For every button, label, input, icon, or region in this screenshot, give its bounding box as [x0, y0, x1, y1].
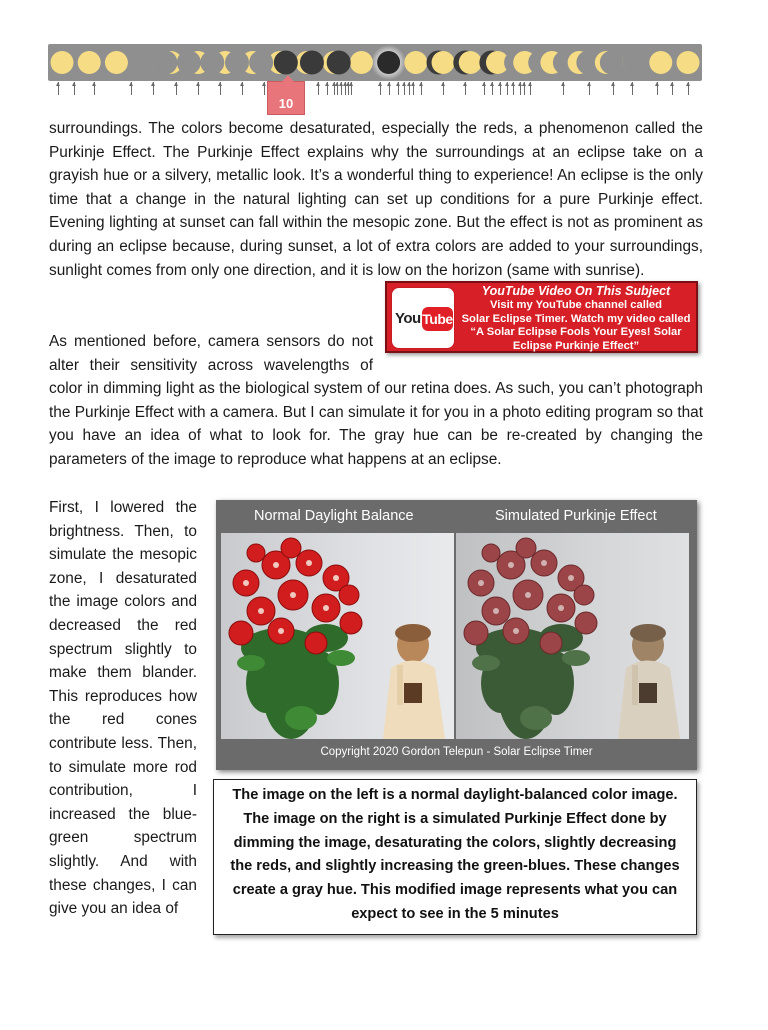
timeline-tick — [380, 82, 381, 95]
timeline-tick — [153, 82, 154, 95]
photo-normal-daylight — [221, 533, 454, 739]
timeline-tick — [524, 82, 525, 95]
timeline-tick — [242, 82, 243, 95]
eclipse-phase-icon — [371, 45, 406, 80]
photo-label-left: Normal Daylight Balance — [254, 508, 414, 524]
eclipse-phase-icon — [622, 51, 646, 75]
eclipse-phase-icon — [51, 51, 74, 74]
eclipse-phase-icon — [78, 51, 101, 74]
timeline-tick — [465, 82, 466, 95]
youtube-line-4: Eclipse Purkinje Effect” — [512, 339, 640, 352]
timeline-tick — [337, 82, 338, 95]
timeline-tick — [94, 82, 95, 95]
body-paragraph-1: surroundings. The colors become desaturated, especially the reds, a phenomenon called the Purkinje Effect. The Purkinje Effect explains why the surroundings at an eclipse take on a grayish hue or a silvery, metallic look. It’s a wonderful thing to experience! An eclipse is the only time that a change in the natural lighting can set up conditions for a pure Purkinje effect. Evening lighting at sunset can fall within the mesopic zone. But the effect is not as prominent as during an eclipse because, during sunset, a lot of extra colors are added to your surroundings, sunlight comes from only one direction, and it is low on the horizon (same with sunrise). — [49, 120, 703, 279]
timeline-tick — [404, 82, 405, 95]
photo-comparison-panel — [216, 500, 697, 770]
photo-copyright: Copyright 2020 Gordon Telepun - Solar Eclipse Timer — [320, 746, 593, 758]
timeline-tick — [413, 82, 414, 95]
photo-label-right: Simulated Purkinje Effect — [495, 508, 657, 524]
timeline-ticks — [48, 82, 702, 98]
body-paragraph-2: As mentioned before, camera sensors do not alter their sensitivity across wavelengths of color in dimming light as the biological system of our retina does. As such, you can’t photograph the Purkinje Effect with a camera. But I can simulate it for you in a photo editing program so that you have an idea of what to look for. The gray hue can be re-created by changing the parameters of the image to reproduce what happens at an eclipse. — [49, 333, 703, 468]
timeline-tick — [563, 82, 564, 95]
eclipse-phase-icon — [677, 51, 700, 74]
timeline-tick — [672, 82, 673, 95]
timeline-tick — [58, 82, 59, 95]
timeline-tick — [657, 82, 658, 95]
eclipse-phase-strip — [48, 44, 702, 81]
photo-caption: The image on the left is a normal daylight-balanced color image. The image on the right is a simulated Purkinje Effect done by dimming the image, desaturating the colors, slightly decreasing the reds, and slightly increasing the green-blues. These changes create a gray hue. This modified image represents what you can expect to see in the 5 minutes — [213, 779, 697, 935]
timeline-tick — [613, 82, 614, 95]
page-number: 10 — [278, 96, 294, 111]
timeline-tick — [198, 82, 199, 95]
timeline-tick — [220, 82, 221, 95]
eclipse-phase-icon — [595, 51, 624, 75]
timeline-tick — [507, 82, 508, 95]
youtube-logo-tube: Tube — [422, 307, 453, 331]
timeline-tick — [688, 82, 689, 95]
youtube-logo-you: You — [395, 310, 421, 327]
timeline-tick — [351, 82, 352, 95]
timeline-tick — [176, 82, 177, 95]
youtube-heading: YouTube Video On This Subject — [481, 284, 671, 298]
timeline-tick — [632, 82, 633, 95]
timeline-tick — [389, 82, 390, 95]
timeline-tick — [318, 82, 319, 95]
timeline-tick — [131, 82, 132, 95]
body-paragraph-2-container — [49, 330, 703, 472]
eclipse-phase-icon — [105, 51, 128, 74]
timeline-tick — [589, 82, 590, 95]
youtube-line-3: “A Solar Eclipse Fools Your Eyes! Solar — [470, 326, 682, 339]
eclipse-phase-icon — [327, 51, 373, 75]
timeline-tick — [484, 82, 485, 95]
photo-simulated-purkinje — [456, 533, 689, 739]
page-number-badge — [267, 81, 305, 115]
timeline-tick — [492, 82, 493, 95]
youtube-line-1: Visit my YouTube channel called — [489, 299, 662, 311]
timeline-tick — [421, 82, 422, 95]
eclipse-phase-icon — [649, 51, 672, 74]
timeline-tick — [520, 82, 521, 95]
timeline-tick — [443, 82, 444, 95]
timeline-tick — [74, 82, 75, 95]
youtube-line-2: Solar Eclipse Timer. Watch my video called — [461, 312, 691, 325]
eclipse-phase-icon — [131, 51, 155, 75]
timeline-tick — [398, 82, 399, 95]
timeline-tick — [327, 82, 328, 95]
timeline-tick — [341, 82, 342, 95]
timeline-tick — [530, 82, 531, 95]
timeline-tick — [264, 82, 265, 95]
timeline-tick — [409, 82, 410, 95]
body-paragraph-3: First, I lowered the brightness. Then, to simulate the mesopic zone, I desaturated the image colors and decreased the red spectrum slightly to make them blander. This reproduces how the red cones contribute less. Then, to simulate more rod contribution, I increased the blue-green spectrum slightly. And with these changes, I can give you an idea of — [49, 499, 197, 918]
timeline-tick — [500, 82, 501, 95]
eclipse-phases-graphic — [48, 44, 702, 81]
timeline-tick — [513, 82, 514, 95]
